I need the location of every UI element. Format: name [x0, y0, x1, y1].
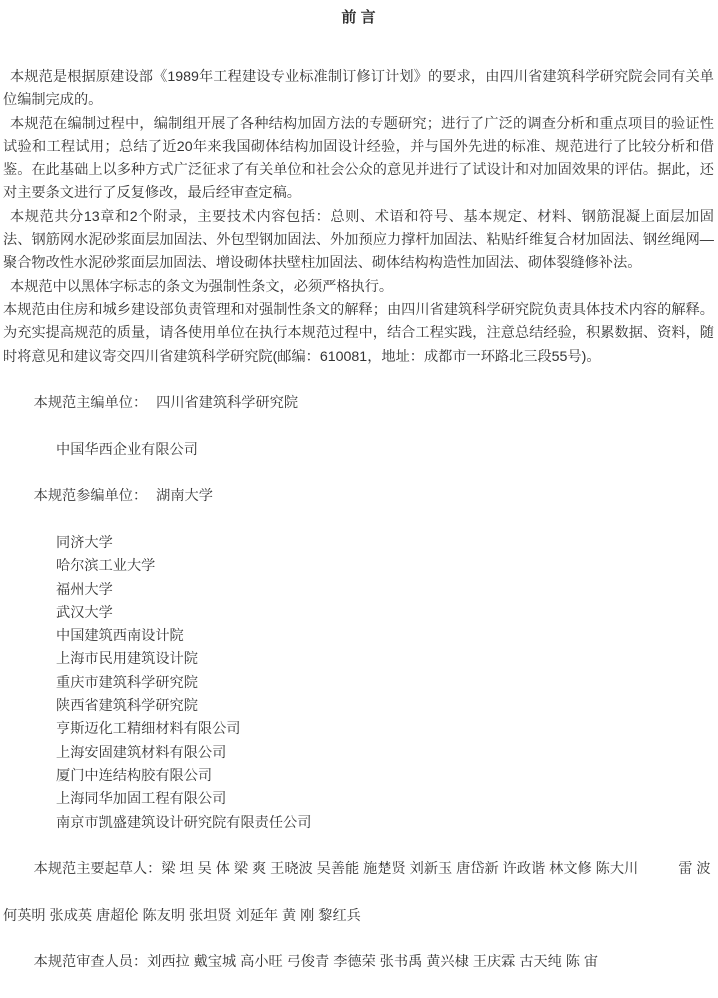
- participants-line: [3, 462, 714, 532]
- participant-unit: 福州大学: [56, 581, 113, 598]
- participant-unit: 上海同华加固工程有限公司: [56, 791, 227, 808]
- drafters-label: 本规范主要起草人：: [33, 861, 162, 878]
- drafters-line-2: 何英明 张成英 唐超伦 陈友明 张坦贤 刘延年 黄 刚 黎红兵: [3, 907, 361, 924]
- paragraph-contents: 本规范共分13章和2个附录，主要技术内容包括：总则、术语和符号、基本规定、材料、钢筋混凝上面层加固法、钢筋网水泥砂浆面层加固法、外包型钢加固法、外加预应力撑杆加固法、粘贴纤维复合材加固法、钢丝绳网—聚合物改性水泥砂浆面层加固法、增设砌体扶壁柱加固法、砌体结构构造性加固法、砌体裂缝修补法。: [3, 208, 714, 272]
- reviewers-label: 本规范审查人员：: [33, 954, 148, 971]
- chief-editor-first-unit: 四川省建筑科学研究院: [156, 395, 299, 412]
- participant-unit: 上海安固建筑材料有限公司: [56, 744, 227, 761]
- paragraph-mandatory: 本规范中以黑体字标志的条文为强制性条文，必须严格执行。: [10, 278, 394, 295]
- chief-editor-unit: 中国华西企业有限公司: [56, 441, 198, 458]
- drafters-names-tail: 雷 波: [678, 861, 711, 878]
- participant-unit: 哈尔滨工业大学: [56, 558, 156, 575]
- participants-label: 本规范参编单位：: [33, 488, 148, 505]
- participant-unit: 陕西省建筑科学研究院: [56, 698, 198, 715]
- foreword-content: [3, 66, 714, 998]
- participant-unit: 武汉大学: [56, 604, 113, 621]
- participant-unit: 南京市凯盛建筑设计研究院有限责任公司: [56, 814, 312, 831]
- chief-editor-line: [3, 369, 714, 439]
- reviewers-line: [3, 928, 714, 998]
- page-title: 前 言: [341, 9, 376, 26]
- reviewers-names: 刘西拉 戴宝城 高小旺 弓俊青 李德荣 张书禹 黄兴棣 王庆霖 古天纯 陈 宙: [147, 954, 599, 971]
- participant-unit: 厦门中连结构胶有限公司: [56, 767, 213, 784]
- drafters-names: 梁 坦 吴 体 梁 爽 王晓波 吴善能 施楚贤 刘新玉 唐岱新 许政谐 林文修 陈大川: [161, 861, 639, 878]
- drafters-line-1: [3, 835, 714, 905]
- participant-unit: 同济大学: [56, 534, 113, 551]
- participant-unit: 上海市民用建筑设计院: [56, 651, 198, 668]
- paragraph-management: 本规范由住房和城乡建设部负责管理和对强制性条文的解释；由四川省建筑科学研究院负责具体技术内容的解释。为充实提高规范的质量，请各使用单位在执行本规范过程中，结合工程实践，注意总结经验，积累数据、资料，随时将意见和建议寄交四川省建筑科学研究院(邮编：610081，地址：成都市一环路北三段55号)。: [3, 301, 714, 365]
- paragraph-basis: 本规范是根据原建设部《1989年工程建设专业标准制订修订计划》的要求，由四川省建筑科学研究院会同有关单位编制完成的。: [3, 69, 714, 109]
- participant-unit: 中国建筑西南设计院: [56, 628, 184, 645]
- participant-unit: 重庆市建筑科学研究院: [56, 674, 198, 691]
- participant-unit: 亨斯迈化工精细材料有限公司: [56, 721, 241, 738]
- participants-first-unit: 湖南大学: [156, 488, 213, 505]
- paragraph-process: 本规范在编制过程中，编制组开展了各种结构加固方法的专题研究；进行了广泛的调查分析和重点项目的验证性试验和工程试用；总结了近20年来我国砌体结构加固设计经验，并与国外先进的标准、规范进行了比较分析和借鉴。在此基础上以多种方式广泛征求了有关单位和社会公众的意见并进行了试设计和对加固效果的评估。据此，还对主要条文进行了反复修改，最后经审查定稿。: [3, 115, 714, 202]
- chief-editor-label: 本规范主编单位：: [33, 395, 148, 412]
